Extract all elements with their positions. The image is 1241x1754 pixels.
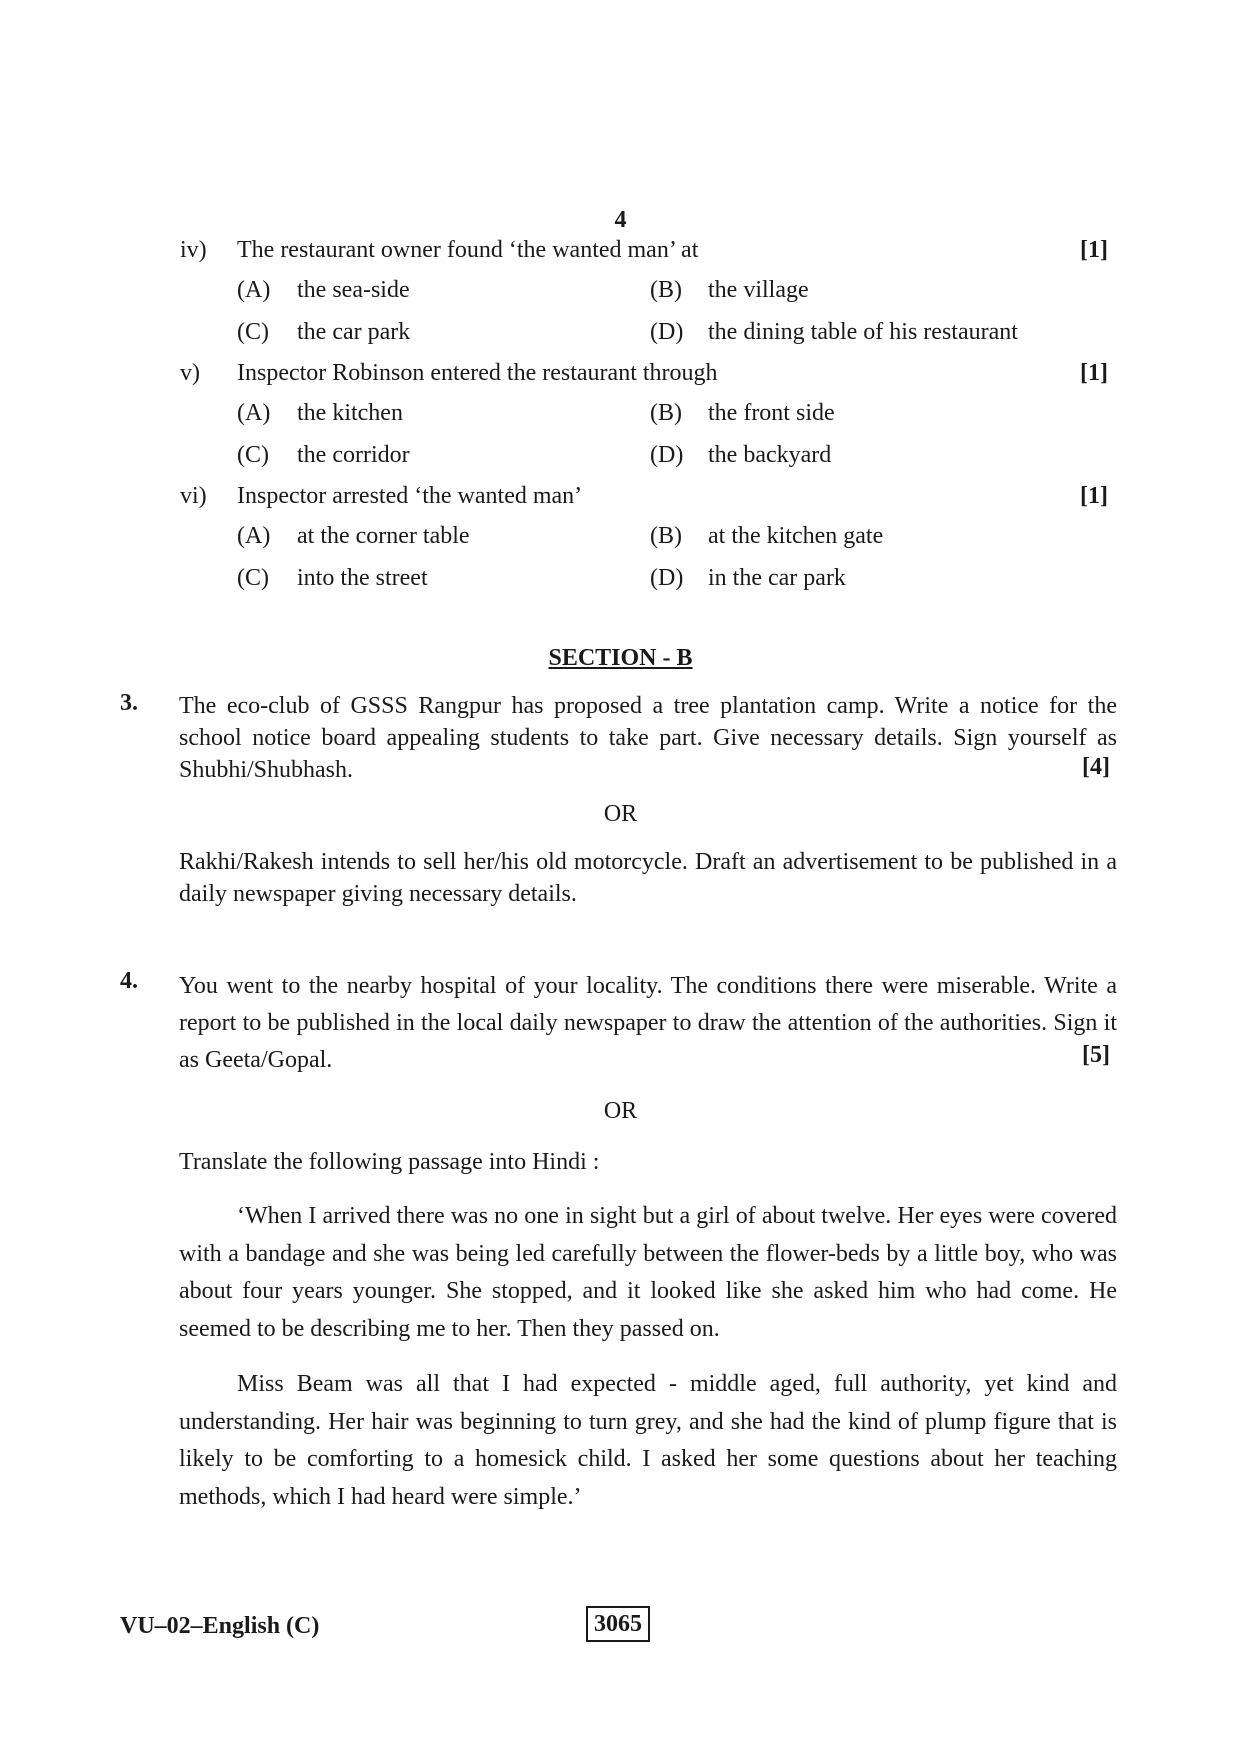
footer-paper-code [586,1606,650,1642]
question-3-alternative: Rakhi/Rakesh intends to sell her/his old motorcycle. Draft an advertisement to be published in a daily newspaper giving necessary details. [179,849,1117,907]
option-letter: (C) [237,565,269,591]
passage-paragraph-1: ‘When I arrived there was no one in sight but a girl of about twelve. Her eyes were covered with a bandage and she was being led carefully between the flower-beds by a little boy, who was about four years younger. She stopped, and it looked like she asked him who had come. He seemed to be describing me to her. Then they passed on. [179,1203,1117,1342]
section-b-title: SECTION - B [548,645,693,671]
option-text: the corridor [297,442,410,468]
question-number: iv) [180,237,207,263]
option-text: the village [708,277,809,303]
question-4-number: 4. [120,968,138,994]
or-separator: OR [603,1098,638,1124]
option-letter: (C) [237,319,269,345]
paper-code-box: 3065 [586,1606,650,1642]
option-letter: (C) [237,442,269,468]
option-text: at the corner table [297,523,470,549]
option-letter: (D) [650,442,684,468]
marks: [1] [1080,360,1108,386]
marks: [1] [1080,237,1108,263]
question-4-text: You went to the nearby hospital of your locality. The conditions there were miserable. Write a report to be published in the local daily newspaper to draw the attention of the authorities. Sign it as Geeta/Gopal. [179,973,1117,1073]
footer-subject-code: VU–02–English (C) [120,1613,320,1639]
option-letter: (A) [237,400,271,426]
option-letter: (B) [650,400,682,426]
option-letter: (B) [650,523,682,549]
option-text: the sea-side [297,277,410,303]
option-letter: (D) [650,319,684,345]
option-text: into the street [297,565,428,591]
option-letter: (B) [650,277,682,303]
option-text: the front side [708,400,835,426]
question-text: Inspector Robinson entered the restaurant through [237,360,718,386]
option-text: the backyard [708,442,832,468]
question-3-number: 3. [120,690,138,716]
option-letter: (A) [237,523,271,549]
option-letter: (D) [650,565,684,591]
option-text: at the kitchen gate [708,523,884,549]
marks: [1] [1080,483,1108,509]
question-3-text: The eco-club of GSSS Rangpur has proposed a tree plantation camp. Write a notice for the school notice board appealing students to take part. Give necessary details. Sign yourself as Shubhi/Shubhash. [179,693,1117,783]
option-text: the car park [297,319,411,345]
option-letter: (A) [237,277,271,303]
page-number: 4 [614,207,627,233]
question-number: v) [180,360,200,386]
question-number: vi) [180,483,207,509]
or-separator: OR [603,801,638,827]
option-text: in the car park [708,565,846,591]
question-text: Inspector arrested ‘the wanted man’ [237,483,583,509]
question-text: The restaurant owner found ‘the wanted man’ at [237,237,699,263]
option-text: the dining table of his restaurant [708,319,1018,345]
question-4-marks: [5] [1082,1042,1110,1068]
translate-instruction: Translate the following passage into Hindi : [179,1149,600,1175]
option-text: the kitchen [297,400,403,426]
passage-paragraph-2: Miss Beam was all that I had expected - middle aged, full authority, yet kind and understanding. Her hair was beginning to turn grey, and she had the kind of plump figure that is likely to be comforting to a homesick child. I asked her some questions about her teaching methods, which I had heard were simple.’ [179,1371,1117,1510]
question-3-marks: [4] [1082,754,1110,780]
